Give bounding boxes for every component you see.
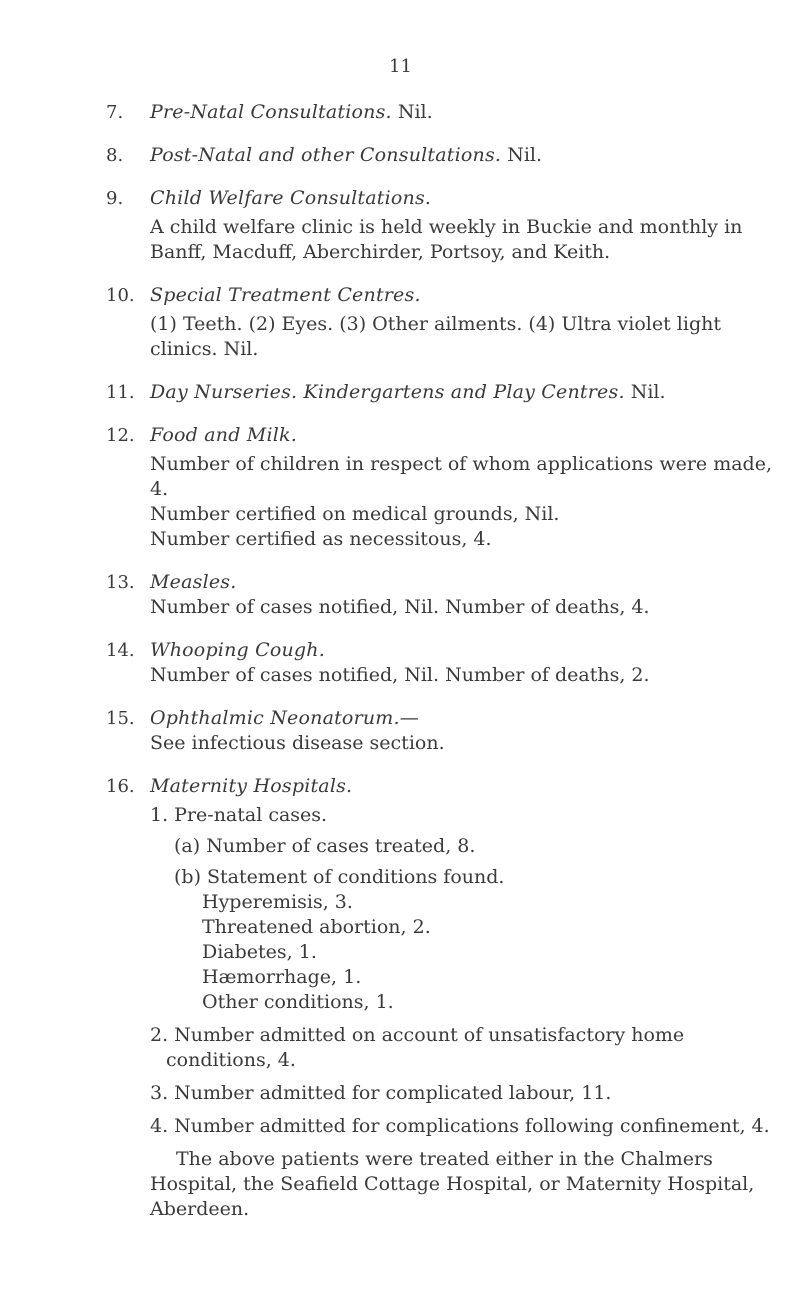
section-heading: Pre-Natal Consultations.	[150, 101, 392, 123]
section-11	[106, 380, 782, 405]
page-number: 11	[389, 56, 412, 77]
section-heading-line	[150, 100, 782, 125]
sub-item: 2. Number admitted on account of unsatisfactory home conditions, 4.	[150, 1024, 685, 1071]
section-heading: Special Treatment Centres.	[150, 284, 421, 306]
section-heading: Whooping Cough.	[150, 639, 325, 661]
section-text: See infectious disease section.	[150, 732, 445, 754]
section-heading: Post-Natal and other Consultations.	[150, 144, 502, 166]
section-heading-line	[150, 380, 782, 405]
condition-item: Other conditions, 1.	[202, 991, 394, 1013]
section-16	[106, 774, 782, 1222]
section-number: 7.	[106, 102, 124, 123]
section-number: 8.	[106, 145, 124, 166]
condition-item: Diabetes, 1.	[202, 941, 317, 963]
section-heading: Child Welfare Consultations.	[150, 187, 432, 209]
sub-item: 3. Number admitted for complicated labour, 11.	[150, 1082, 612, 1104]
section-9	[106, 186, 782, 265]
section-heading: Ophthalmic Neonatorum.—	[150, 707, 419, 729]
section-line: Number certified on medical grounds, Nil.	[150, 503, 560, 525]
section-value: Nil.	[507, 144, 543, 166]
sub-item: (a) Number of cases treated, 8.	[174, 835, 476, 857]
section-15	[106, 706, 782, 756]
section-10	[106, 283, 782, 362]
sub-item: 1. Pre-natal cases.	[150, 804, 328, 826]
section-14	[106, 638, 782, 688]
section-value: Nil.	[630, 381, 666, 403]
closing-paragraph: The above patients were treated either in the Chalmers Hospital, the Seafield Cottage Hospital, or Maternity Hospital, Aberdeen.	[150, 1148, 755, 1220]
section-8	[106, 143, 782, 168]
section-number: 14.	[106, 640, 135, 661]
condition-item: Hyperemisis, 3.	[202, 891, 353, 913]
condition-item: Hæmorrhage, 1.	[202, 966, 362, 988]
conditions-list	[150, 890, 782, 1015]
sub-item: (b) Statement of conditions found.	[174, 866, 505, 888]
section-number: 13.	[106, 572, 135, 593]
section-number: 12.	[106, 425, 135, 446]
section-number: 9.	[106, 188, 124, 209]
section-text: (1) Teeth. (2) Eyes. (3) Other ailments. (4) Ultra violet light clinics. Nil.	[150, 313, 721, 360]
section-number: 10.	[106, 285, 135, 306]
section-heading: Measles.	[150, 571, 237, 593]
section-text: Number of cases notified, Nil. Number of deaths, 2.	[150, 664, 650, 686]
section-7	[106, 100, 782, 125]
section-number: 15.	[106, 708, 135, 729]
section-12	[106, 423, 782, 552]
section-line: Number certified as necessitous, 4.	[150, 528, 492, 550]
section-number: 16.	[106, 776, 135, 797]
section-text: A child welfare clinic is held weekly in Buckie and monthly in Banff, Macduff, Aberchirder, Portsoy, and Keith.	[150, 216, 743, 263]
section-13	[106, 570, 782, 620]
section-heading: Food and Milk.	[150, 424, 297, 446]
document-body	[106, 100, 782, 1240]
section-heading: Day Nurseries. Kindergartens and Play Centres.	[150, 381, 625, 403]
condition-item: Threatened abortion, 2.	[202, 916, 431, 938]
section-number: 11.	[106, 382, 135, 403]
section-text: Number of cases notified, Nil. Number of deaths, 4.	[150, 596, 650, 618]
section-value: Nil.	[397, 101, 433, 123]
sub-item: 4. Number admitted for complications following confinement, 4.	[150, 1115, 770, 1137]
section-heading-line	[150, 143, 782, 168]
section-heading: Maternity Hospitals.	[150, 775, 353, 797]
section-line: Number of children in respect of whom applications were made, 4.	[150, 453, 772, 500]
